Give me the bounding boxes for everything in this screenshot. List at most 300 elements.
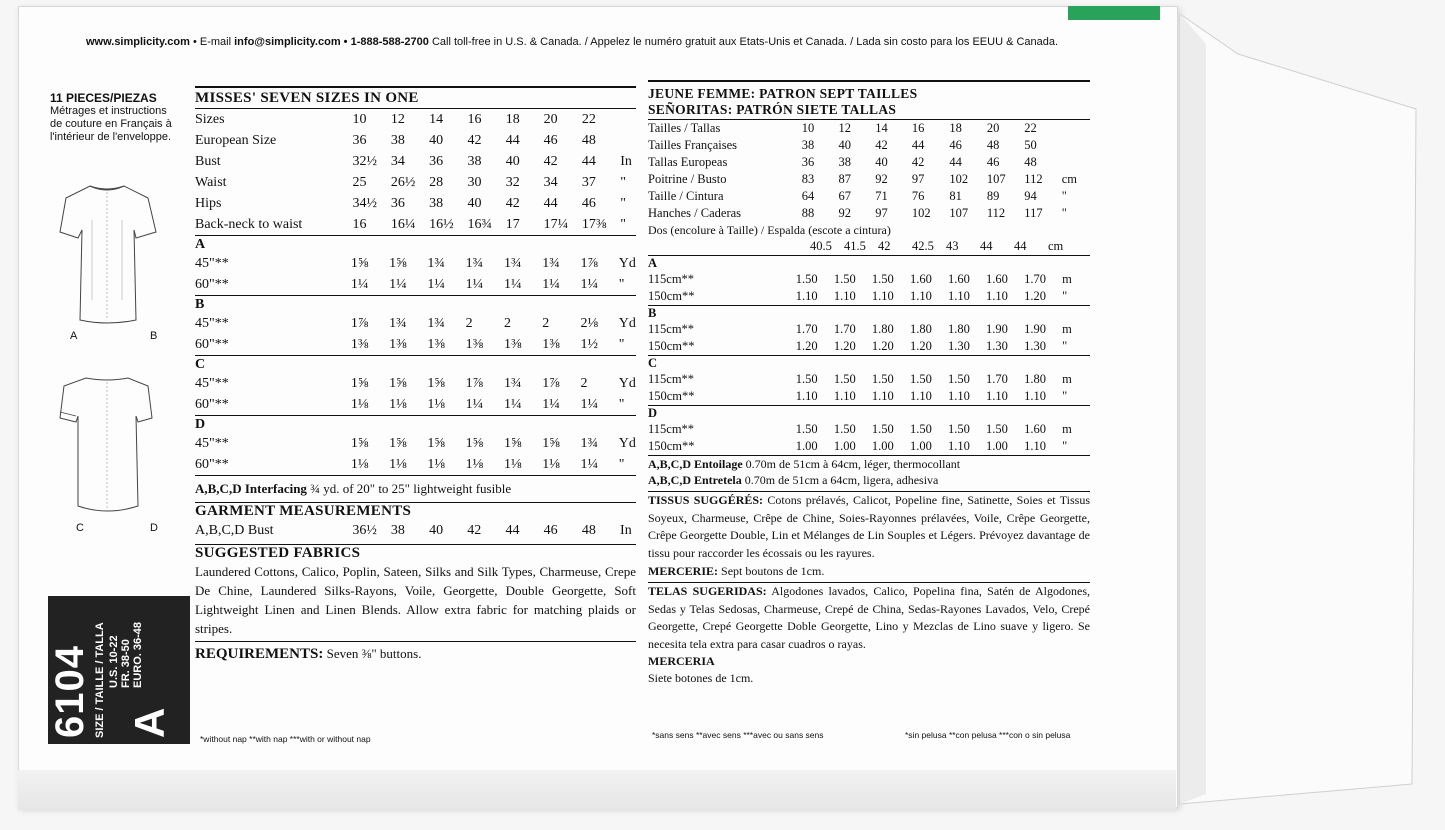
en-yardage-cell: 1⅞	[465, 375, 484, 391]
fr-yardage-cell: 1.20	[795, 339, 818, 353]
fr-size-cell: 112	[986, 206, 1006, 220]
size-fr: FR. 38-50	[120, 639, 132, 688]
en-yardage-cell: 1⅛	[542, 456, 560, 472]
en-yardage-unit: "	[618, 276, 625, 292]
en-size-unit: "	[620, 216, 626, 232]
fr-size-cell: 83	[801, 172, 815, 186]
en-size-cell: 40	[505, 153, 520, 169]
en-yardage-cell: 1⅜	[389, 336, 407, 352]
fr-yardage-cell: 1.10	[833, 389, 856, 403]
en-yardage-cell: 1⅝	[389, 435, 407, 451]
fr-yardage-cell: 1.50	[909, 422, 932, 436]
fr-size-cell: 12	[838, 121, 851, 135]
en-size-cell: 44	[543, 195, 558, 211]
en-yardage-cell: 1¾	[427, 315, 445, 331]
en-view-b-table	[195, 296, 636, 355]
sketch-view-a-b	[52, 180, 162, 328]
fr-size-cell: 97	[911, 172, 925, 186]
en-size-row	[195, 214, 636, 235]
en-size-cell: 20	[543, 111, 558, 127]
fr-size-cell: 36	[801, 155, 815, 169]
fr-yardage-cell: 1.80	[909, 322, 932, 336]
en-yardage-cell: 1⅜	[465, 336, 484, 352]
es-merceria	[648, 653, 1090, 670]
en-size-cell: 38	[467, 153, 482, 169]
es-footnote: *sin pelusa **con pelusa ***con o sin pelusa	[905, 730, 1071, 740]
fr-size-cell: 14	[875, 121, 888, 135]
fr-yardage-row	[648, 288, 1090, 305]
en-view-a-table	[195, 236, 636, 295]
en-yardage-unit: Yd	[618, 435, 636, 451]
fr-yardage-unit: m	[1062, 422, 1072, 436]
fr-size-unit: cm	[1061, 172, 1077, 186]
en-requirements-label: REQUIREMENTS:	[195, 646, 324, 662]
fr-dos-row	[648, 238, 1078, 255]
fr-dos-unit: cm	[1048, 239, 1064, 253]
en-size-table	[195, 109, 636, 235]
view-letter-b: B	[150, 330, 158, 342]
fr-dos-cell: 44	[980, 239, 993, 253]
fr-yardage-row	[648, 338, 1090, 355]
fr-size-cell: 107	[986, 172, 1006, 186]
en-size-cell: 44	[505, 132, 520, 148]
fr-size-cell: 76	[911, 189, 925, 203]
size-badge	[48, 596, 190, 744]
fr-size-cell: 48	[1024, 155, 1037, 169]
fr-view-letter: D	[648, 406, 658, 420]
fr-size-cell: 92	[838, 206, 851, 220]
fr-view-letter: A	[648, 256, 658, 270]
fr-size-cell: 42	[875, 138, 888, 152]
fr-size-table	[648, 120, 1090, 222]
en-size-cell: 42	[543, 153, 558, 169]
fr-mercerie-text: Sept boutons de 1cm.	[721, 564, 825, 578]
es-merceria-label: MERCERIA	[648, 654, 715, 668]
en-requirements	[195, 644, 636, 664]
en-garment-row-label: A,B,C,D Bust	[195, 522, 274, 538]
en-yardage-cell: 1⅞	[580, 255, 599, 271]
en-size-row-label: European Size	[195, 132, 277, 148]
en-size-row-label: Sizes	[195, 111, 225, 127]
en-yardage-row	[195, 394, 636, 415]
en-size-cell: 16¾	[467, 216, 492, 232]
fr-dos-cell: 44	[1014, 239, 1027, 253]
en-yardage-cell: 2	[465, 315, 473, 331]
fr-entoilage	[648, 456, 1090, 472]
fr-size-cell: 87	[838, 172, 851, 186]
fr-yardage-cell: 1.10	[795, 289, 818, 303]
en-fabrics-text: Laundered Cottons, Calico, Poplin, Sateen, Silks and Silk Types, Charmeuse, Crepe De Chine, Laundered Silks-Rayons, Voile, Georgette, Double Georgette, Soft Lightweight Linen and Linen Blends. Allow extra fabric for matching plaids or stripes.	[195, 564, 636, 636]
fr-yardage-cell: 1.10	[986, 289, 1008, 303]
en-size-cell: 36	[352, 132, 367, 148]
fr-yardage-cell: 1.30	[1024, 339, 1046, 353]
en-yardage-row-label: 60"**	[195, 276, 229, 292]
fr-size-cell: 40	[875, 155, 888, 169]
en-size-row-label: Hips	[195, 195, 222, 211]
fr-yardage-cell: 1.50	[833, 272, 856, 286]
fr-yardage-unit: m	[1062, 272, 1072, 286]
fr-size-cell: 38	[801, 138, 815, 152]
fr-yardage-cell: 1.80	[1024, 372, 1046, 386]
en-yardage-cell: 1⅝	[350, 375, 369, 391]
en-yardage-row-label: 60"**	[195, 456, 229, 472]
fr-size-unit	[1062, 137, 1090, 154]
en-yardage-cell: 1⅝	[389, 375, 407, 391]
fr-size-row	[648, 171, 1090, 188]
en-view-letter: A	[195, 236, 206, 252]
en-title: MISSES' SEVEN SIZES IN ONE	[195, 90, 419, 106]
en-size-cell: 40	[467, 195, 482, 211]
fr-yardage-cell: 1.60	[1024, 422, 1046, 436]
en-interfacing-label: A,B,C,D Interfacing	[195, 481, 307, 496]
fr-size-cell: 88	[801, 206, 815, 220]
en-garment-cell: 42	[467, 522, 482, 538]
en-size-unit: In	[620, 153, 632, 169]
es-merceria-text: Siete botones de 1cm.	[648, 671, 754, 685]
en-yardage-cell: 1⅝	[503, 435, 522, 451]
fr-yardage-cell: 1.00	[909, 439, 932, 453]
view-letter-a: A	[70, 330, 78, 342]
french-spanish-panel	[648, 80, 1090, 687]
phone-number: • 1-888-588-2700	[343, 36, 429, 48]
fr-size-cell: 107	[949, 206, 969, 220]
fr-yardage-unit: "	[1062, 289, 1068, 303]
en-size-cell: 40	[429, 132, 444, 148]
en-yardage-cell: 2	[503, 315, 511, 331]
en-garment-cell: 46	[543, 522, 558, 538]
fr-yardage-cell: 1.60	[947, 272, 970, 286]
fr-yardage-cell: 1.20	[871, 339, 894, 353]
en-view-letter: C	[195, 356, 206, 372]
en-yardage-cell: 1¾	[542, 255, 560, 271]
fr-size-unit	[1062, 154, 1090, 171]
en-yardage-cell: 1⅜	[503, 336, 522, 352]
en-yardage-cell: 1¼	[580, 276, 599, 292]
en-yardage-cell: 1⅝	[350, 255, 369, 271]
envelope-flap	[1176, 14, 1436, 814]
fr-size-row-label: Hanches / Caderas	[648, 206, 742, 220]
en-yardage-cell: 1¼	[389, 276, 407, 292]
en-size-cell: 16½	[429, 216, 454, 232]
en-yardage-cell: 1¾	[389, 315, 407, 331]
en-size-cell: 38	[390, 132, 405, 148]
fr-size-cell: 71	[875, 189, 888, 203]
en-yardage-unit: "	[618, 336, 625, 352]
fr-yardage-cell: 1.00	[833, 439, 856, 453]
en-size-row	[195, 130, 636, 151]
en-yardage-row-label: 45"**	[195, 375, 229, 391]
es-telas-label: TELAS SUGERIDAS:	[648, 584, 767, 598]
en-interfacing	[195, 479, 636, 498]
en-yardage-cell: 1¾	[580, 435, 599, 451]
fr-size-cell: 102	[911, 206, 931, 220]
fr-entoilage-text: 0.70m de 51cm à 64cm, léger, thermocollant	[745, 457, 961, 471]
fr-size-cell: 48	[986, 138, 1000, 152]
fr-yardage-cell: 1.50	[871, 272, 894, 286]
fr-size-row-label: Taille / Cintura	[648, 189, 724, 203]
en-garment-cell: 40	[429, 522, 444, 538]
pieces-line-1: Métrages et instructions	[50, 105, 167, 117]
fr-yardage-cell: 1.80	[947, 322, 970, 336]
fr-size-row-label: Tallas Europeas	[648, 155, 728, 169]
fr-mercerie-label: MERCERIE:	[648, 564, 719, 578]
fr-view-b-table	[648, 306, 1090, 355]
fr-yardage-cell: 1.10	[795, 389, 818, 403]
fr-yardage-cell: 1.50	[986, 422, 1008, 436]
fr-yardage-cell: 1.50	[795, 272, 818, 286]
en-size-row-label: Bust	[195, 153, 221, 169]
en-yardage-row	[195, 334, 636, 355]
fr-entoilage-label: A,B,C,D Entoilage	[648, 457, 743, 471]
fr-yardage-cell: 1.70	[986, 372, 1008, 386]
es-entretela	[648, 472, 1090, 488]
fr-dos-cell: 42.5	[912, 239, 934, 253]
en-yardage-unit: "	[618, 456, 625, 472]
en-size-cell: 34	[390, 153, 405, 169]
fr-yardage-row-label: 150cm**	[648, 389, 695, 403]
fr-size-unit: "	[1061, 189, 1067, 203]
en-size-cell: 16¼	[390, 216, 416, 232]
fr-size-unit	[1062, 120, 1090, 137]
en-size-cell: 42	[467, 132, 482, 148]
en-yardage-row	[195, 433, 636, 454]
fr-yardage-cell: 1.10	[1024, 439, 1046, 453]
en-yardage-cell: 1¼	[580, 456, 599, 472]
en-yardage-cell: 1⅞	[542, 375, 560, 391]
en-yardage-cell: 1¼	[427, 276, 445, 292]
fr-view-d-table	[648, 406, 1090, 455]
en-garment-row	[195, 520, 636, 541]
contact-line	[86, 36, 1096, 48]
fr-dos-cell: 43	[946, 239, 959, 253]
size-letter: A	[126, 707, 173, 738]
size-ranges	[108, 622, 144, 688]
en-size-cell: 10	[352, 111, 367, 127]
fr-size-cell: 112	[1024, 172, 1043, 186]
fr-dos-cell: 40.5	[810, 239, 832, 253]
fr-yardage-cell: 1.30	[947, 339, 970, 353]
fr-size-cell: 89	[986, 189, 1000, 203]
fr-tissus	[648, 492, 1090, 562]
fr-yardage-cell: 1.10	[871, 289, 894, 303]
fr-dos-label: Dos (encolure à Taille) / Espalda (escote a cintura)	[648, 223, 891, 237]
fr-size-cell: 94	[1024, 189, 1037, 203]
fr-yardage-unit: "	[1062, 439, 1068, 453]
en-yardage-cell: 1⅝	[350, 435, 369, 451]
en-size-row-label: Waist	[195, 174, 227, 190]
fr-yardage-row-label: 150cm**	[648, 289, 695, 303]
es-entretela-text: 0.70m de 51cm a 64cm, ligera, adhesiva	[744, 473, 939, 487]
fr-yardage-cell: 1.50	[833, 372, 856, 386]
sketch-view-c-d	[52, 372, 162, 518]
en-view-c-table	[195, 356, 636, 415]
fr-yardage-row-label: 115cm**	[648, 272, 695, 286]
size-us: U.S. 10-22	[108, 635, 120, 688]
en-size-cell: 17¼	[543, 216, 569, 232]
en-size-cell: 17	[505, 216, 520, 232]
fr-size-cell: 102	[949, 172, 969, 186]
pieces-line-3: l'intérieur de l'enveloppe.	[50, 131, 171, 143]
email-label: • E-mail	[192, 36, 232, 48]
en-size-cell: 26½	[390, 174, 416, 190]
fr-size-cell: 44	[911, 138, 925, 152]
fr-yardage-cell: 1.70	[795, 322, 818, 336]
en-garment-unit: In	[620, 522, 632, 538]
fr-view-c-table	[648, 356, 1090, 405]
pieces-line-2: de couture en Français à	[50, 118, 172, 130]
fr-size-row	[648, 120, 1090, 137]
en-size-cell: 25	[352, 174, 367, 190]
en-yardage-cell: 1⅛	[389, 456, 407, 472]
en-size-row-label: Back-neck to waist	[195, 216, 303, 232]
en-yardage-cell: 1¼	[542, 396, 560, 412]
fr-size-row	[648, 188, 1090, 205]
en-size-cell: 28	[429, 174, 444, 190]
en-yardage-cell: 1¾	[503, 255, 522, 271]
en-size-row	[195, 151, 636, 172]
fr-yardage-cell: 1.10	[871, 389, 894, 403]
fr-yardage-cell: 1.20	[1024, 289, 1046, 303]
en-garment-cell: 44	[505, 522, 520, 538]
fr-size-row	[648, 205, 1090, 222]
en-garment-table	[195, 520, 636, 541]
en-view-letter: B	[195, 296, 205, 312]
en-size-cell: 18	[505, 111, 520, 127]
fr-yardage-cell: 1.60	[909, 272, 932, 286]
en-yardage-unit: Yd	[618, 255, 636, 271]
en-size-row	[195, 109, 636, 130]
phone-text: Call toll-free in U.S. & Canada. / Appelez le numéro gratuit aux Etats-Unis et Canada. / Lada sin costo para los EEUU & Canada.	[431, 36, 1059, 48]
fr-yardage-cell: 1.50	[947, 372, 970, 386]
en-yardage-row	[195, 454, 636, 475]
pieces-info	[50, 92, 195, 144]
fr-size-row-label: Tailles / Tallas	[648, 121, 721, 135]
en-view-letter: D	[195, 416, 206, 432]
fr-yardage-cell: 1.10	[947, 439, 970, 453]
view-letter-d: D	[150, 522, 158, 534]
en-size-cell: 36	[390, 195, 405, 211]
fr-size-cell: 20	[986, 121, 1000, 135]
fr-yardage-cell: 1.10	[947, 289, 970, 303]
envelope-bottom-edge	[18, 770, 1176, 810]
en-view-d-table	[195, 416, 636, 475]
es-telas-text: Algodones lavados, Calico, Popelina fina, Satén de Algodones, Sedas y Telas Sedosas, Charmeuse, Crepé de China, Sedas-Rayones Lavados, Velo, Crepé Georgette, Crepé Georgette Doble Georgette, Lino y Mezclas de Lino suave y ligero. Se necesita tela extra para casar cuadros o rayas.	[648, 584, 1091, 651]
fr-size-cell: 18	[949, 121, 962, 135]
en-yardage-row-label: 45"**	[195, 315, 229, 331]
fr-yardage-cell: 1.50	[909, 372, 932, 386]
fr-mercerie	[648, 562, 1090, 580]
fr-title-2: SEÑORITAS: PATRÓN SIETE TALLAS	[648, 102, 897, 117]
en-yardage-cell: 1¼	[542, 276, 560, 292]
fr-dos-row-label	[648, 238, 810, 255]
en-yardage-cell: 1⅜	[542, 336, 560, 352]
fr-yardage-cell: 1.00	[871, 439, 894, 453]
en-yardage-cell: 1⅝	[542, 435, 560, 451]
fr-size-unit: "	[1061, 206, 1067, 220]
en-size-unit	[620, 130, 636, 151]
size-label: SIZE / TAILLE / TALLA	[94, 622, 106, 738]
en-yardage-unit: Yd	[618, 315, 636, 331]
fr-yardage-row	[648, 321, 1090, 338]
website-link[interactable]: www.simplicity.com	[86, 36, 190, 48]
en-size-cell: 12	[390, 111, 405, 127]
fr-dos-table	[648, 238, 1078, 255]
fr-size-row	[648, 137, 1090, 154]
fr-yardage-row-label: 115cm**	[648, 322, 695, 336]
en-yardage-row-label: 60"**	[195, 396, 229, 412]
fr-yardage-cell: 1.80	[871, 322, 894, 336]
fr-yardage-unit: m	[1062, 372, 1072, 386]
fr-yardage-cell: 1.50	[795, 422, 818, 436]
en-yardage-row	[195, 373, 636, 394]
en-size-cell: 46	[581, 195, 596, 211]
fr-tissus-text: Cotons prélavés, Calicot, Popeline fine, Satinette, Soies et Tissus Soyeux, Charmeuse, Crêpe de Chine, Soies-Rayonnes prélavées, Voile, Crêpe Georgette, Crêpe Georgette Double, Lin et Mélanges de Lin Souples et Légers. Prévoyez davantage de tissu pour raccorder les écossais ou les rayures.	[648, 493, 1091, 560]
en-size-cell: 46	[543, 132, 558, 148]
pattern-number: 6104	[48, 645, 92, 738]
en-yardage-cell: 1⅜	[427, 336, 445, 352]
fr-yardage-row-label: 115cm**	[648, 372, 695, 386]
en-yardage-cell: 1⅛	[465, 456, 484, 472]
en-yardage-cell: 1¼	[465, 396, 484, 412]
pieces-count: 11 PIECES/PIEZAS	[50, 91, 157, 105]
fr-yardage-cell: 1.10	[909, 289, 932, 303]
fr-yardage-cell: 1.10	[833, 289, 856, 303]
en-garment-cell: 38	[390, 522, 405, 538]
en-yardage-cell: 2	[542, 315, 550, 331]
en-size-cell: 30	[467, 174, 482, 190]
fr-yardage-cell: 1.20	[833, 339, 856, 353]
fr-yardage-row-label: 150cm**	[648, 339, 695, 353]
en-interfacing-text: ¾ yd. of 20" to 25" lightweight fusible	[310, 481, 512, 496]
fr-size-cell: 38	[838, 155, 851, 169]
es-telas	[648, 583, 1090, 653]
fr-size-cell: 10	[801, 121, 815, 135]
fr-size-cell: 67	[838, 189, 851, 203]
en-yardage-cell: 1⅜	[350, 336, 369, 352]
fr-yardage-cell: 1.50	[795, 372, 818, 386]
fr-yardage-cell: 1.10	[986, 389, 1008, 403]
en-yardage-cell: 1⅝	[389, 255, 407, 271]
en-yardage-cell: 1¼	[503, 276, 522, 292]
en-yardage-cell: 1¾	[465, 255, 484, 271]
en-yardage-cell: 1⅝	[427, 375, 445, 391]
fr-size-cell: 40	[838, 138, 851, 152]
en-size-cell: 37	[581, 174, 596, 190]
view-letter-c: C	[76, 522, 84, 534]
fr-yardage-unit: "	[1062, 389, 1068, 403]
en-yardage-cell: 2⅛	[580, 315, 599, 331]
en-yardage-cell: 1⅛	[350, 456, 369, 472]
en-size-cell: 16	[352, 216, 367, 232]
en-size-unit: "	[620, 174, 626, 190]
email-link[interactable]: info@simplicity.com	[234, 36, 341, 48]
en-size-cell: 34½	[352, 195, 377, 211]
fr-yardage-cell: 1.50	[833, 422, 856, 436]
en-yardage-row-label: 60"**	[195, 336, 229, 352]
fr-yardage-row	[648, 438, 1090, 455]
en-size-cell: 16	[467, 111, 482, 127]
fr-dos-cell: 41.5	[844, 239, 866, 253]
fr-yardage-views	[648, 255, 1090, 455]
green-corner-tab	[1068, 6, 1160, 20]
en-footnote: *without nap **with nap ***with or without nap	[200, 734, 371, 744]
fr-yardage-row-label: 150cm**	[648, 439, 695, 453]
en-yardage-row	[195, 274, 636, 295]
fr-size-cell: 50	[1024, 138, 1037, 152]
fr-size-cell: 42	[911, 155, 925, 169]
en-yardage-cell: 1⅛	[350, 396, 369, 412]
en-size-cell: 48	[581, 132, 596, 148]
